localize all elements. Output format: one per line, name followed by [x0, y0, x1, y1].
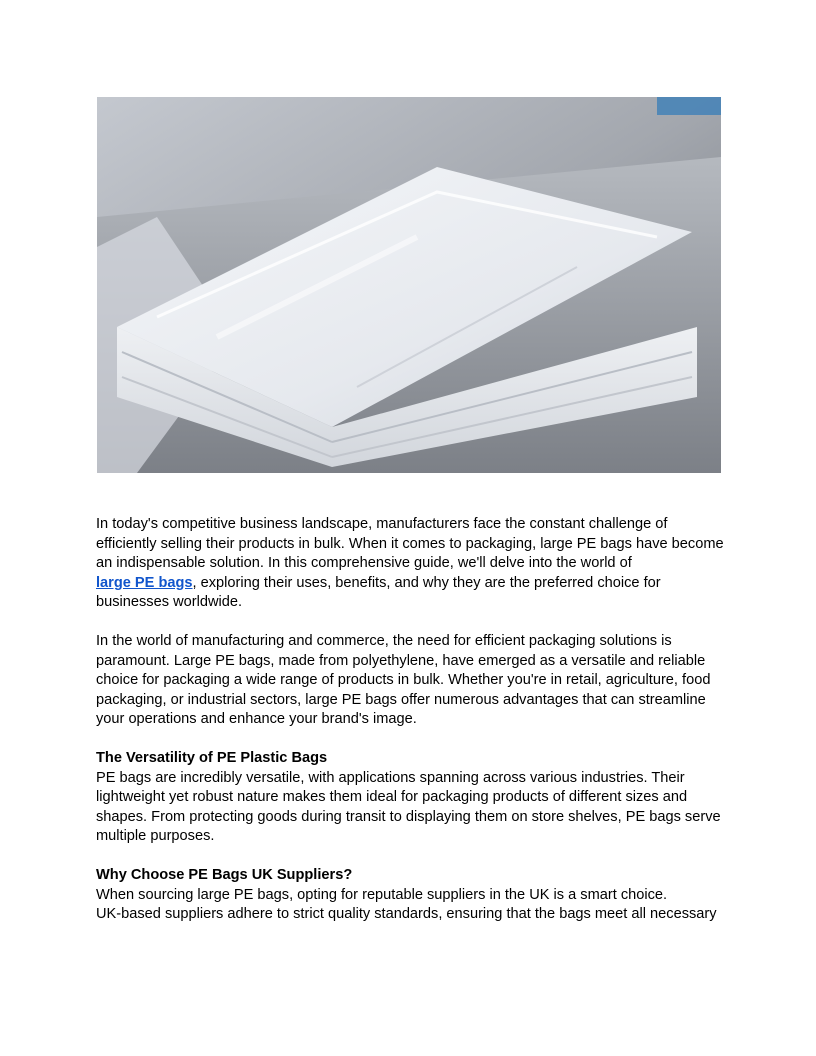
intro-text-before-link: In today's competitive business landscape, manufacturers face the constant challenge of efficiently selling their products in bulk. When it comes to packaging, large PE bags have become an indispensable solution. In this comprehensive guide, we'll delve into the world of	[96, 516, 724, 571]
context-paragraph: In the world of manufacturing and commerce, the need for efficient packaging solutions is paramount. Large PE bags, made from polyethylene, have emerged as a versatile and reliable choice for packaging a wide range of products in bulk. Whether you're in retail, agriculture, food packaging, or industrial sectors, large PE bags offer numerous advantages that can streamline your operations and enhance your brand's image.	[96, 633, 711, 727]
stacked-plastic-bags-photo	[97, 97, 721, 473]
versatility-paragraph: PE bags are incredibly versatile, with applications spanning across various industries. Their lightweight yet robust nature makes them ideal for packaging products of different sizes and shapes. From protecting goods during transit to displaying them on store shelves, PE bags serve multiple purposes.	[96, 769, 721, 844]
large-pe-bags-link[interactable]: large PE bags	[96, 574, 193, 591]
versatility-heading: The Versatility of PE Plastic Bags	[96, 750, 328, 766]
uk-suppliers-line-1: When sourcing large PE bags, opting for reputable suppliers in the UK is a smart choice.	[96, 886, 668, 903]
intro-paragraph	[96, 515, 726, 613]
uk-suppliers-line-2: UK-based suppliers adhere to strict quality standards, ensuring that the bags meet all necessary	[96, 906, 717, 922]
uk-suppliers-heading: Why Choose PE Bags UK Suppliers?	[96, 867, 353, 883]
article-body	[96, 515, 726, 925]
intro-text-after-link: , exploring their uses, benefits, and why they are the preferred choice for businesses worldwide.	[96, 574, 661, 610]
